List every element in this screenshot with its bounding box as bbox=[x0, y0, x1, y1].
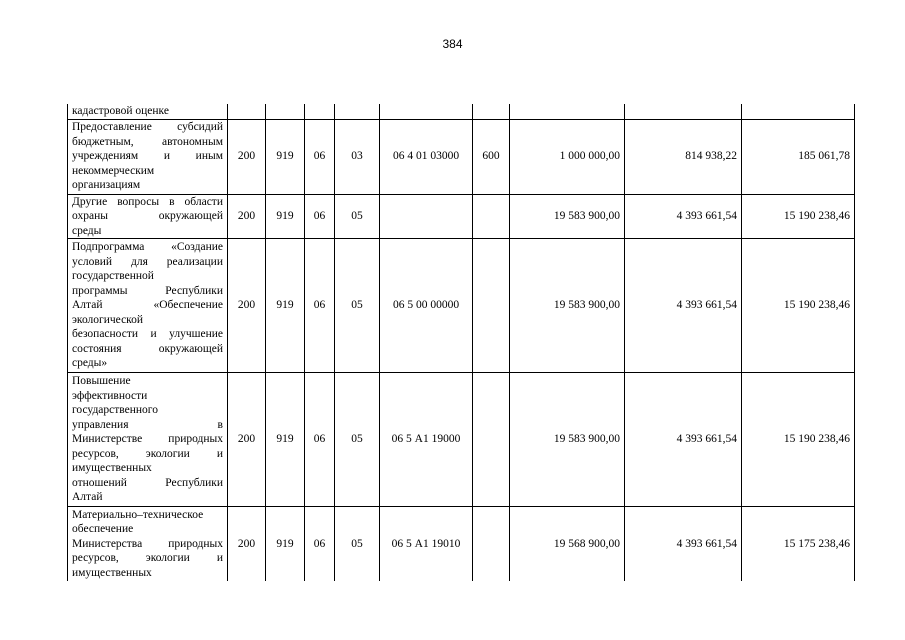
ved-code-cell bbox=[266, 104, 305, 119]
expense-type-cell bbox=[473, 239, 510, 373]
planned-amount-cell: 19 583 900,00 bbox=[510, 373, 625, 507]
ved-code-cell: 919 bbox=[266, 194, 305, 239]
item-name-line: государственного bbox=[72, 404, 158, 417]
section-cell: 06 bbox=[305, 239, 335, 373]
item-name-cell bbox=[68, 119, 228, 194]
subsection-cell: 05 bbox=[335, 239, 380, 373]
page-number: 384 bbox=[442, 37, 463, 51]
item-name-line: управления в bbox=[72, 418, 223, 431]
item-name-line: Алтай bbox=[72, 491, 103, 504]
item-name-line: имущественных bbox=[72, 462, 152, 475]
adm-code-cell: 200 bbox=[228, 507, 266, 581]
target-article-cell: 06 4 01 03000 bbox=[380, 119, 473, 194]
item-name-line: некоммерческим bbox=[72, 164, 155, 177]
item-name-line: государственной bbox=[72, 270, 154, 283]
executed-amount-cell: 4 393 661,54 bbox=[625, 373, 742, 507]
expense-type-cell bbox=[473, 507, 510, 581]
ved-code-cell: 919 bbox=[266, 507, 305, 581]
item-name-line: среды bbox=[72, 224, 102, 237]
subsection-cell bbox=[335, 104, 380, 119]
item-name-line: организациям bbox=[72, 179, 141, 192]
item-name-line: обеспечение bbox=[72, 523, 134, 535]
item-name-line: Алтай «Обеспечение bbox=[72, 299, 223, 312]
planned-amount-cell bbox=[510, 104, 625, 119]
item-name-line: программы Республики bbox=[72, 284, 223, 297]
budget-table bbox=[67, 104, 855, 581]
ved-code-cell: 919 bbox=[266, 239, 305, 373]
item-name-line: Министерства природных bbox=[72, 537, 223, 550]
table-row bbox=[68, 104, 855, 119]
section-cell: 06 bbox=[305, 373, 335, 507]
item-name-line: Министерстве природных bbox=[72, 433, 223, 446]
item-name-line: среды» bbox=[72, 357, 108, 370]
item-name-line: кадастровой оценке bbox=[72, 105, 169, 117]
item-name-cell bbox=[68, 239, 228, 373]
item-name-cell bbox=[68, 104, 228, 119]
subsection-cell: 05 bbox=[335, 194, 380, 239]
remaining-amount-cell: 15 190 238,46 bbox=[742, 373, 855, 507]
item-name-cell bbox=[68, 373, 228, 507]
item-name-line: условий для реализации bbox=[72, 255, 223, 268]
expense-type-cell bbox=[473, 104, 510, 119]
item-name-cell bbox=[68, 194, 228, 239]
table-row bbox=[68, 239, 855, 373]
target-article-cell bbox=[380, 104, 473, 119]
target-article-cell: 06 5 А1 19000 bbox=[380, 373, 473, 507]
item-name-line: Повышение bbox=[72, 375, 131, 388]
table-row bbox=[68, 373, 855, 507]
remaining-amount-cell: 185 061,78 bbox=[742, 119, 855, 194]
adm-code-cell: 200 bbox=[228, 194, 266, 239]
subsection-cell: 05 bbox=[335, 507, 380, 581]
target-article-cell bbox=[380, 194, 473, 239]
ved-code-cell: 919 bbox=[266, 119, 305, 194]
target-article-cell: 06 5 А1 19010 bbox=[380, 507, 473, 581]
section-cell bbox=[305, 104, 335, 119]
subsection-cell: 05 bbox=[335, 373, 380, 507]
planned-amount-cell: 19 583 900,00 bbox=[510, 239, 625, 373]
item-name-line: экологической bbox=[72, 313, 144, 326]
item-name-line: отношений Республики bbox=[72, 476, 223, 489]
executed-amount-cell: 4 393 661,54 bbox=[625, 239, 742, 373]
item-name-line: Подпрограмма «Создание bbox=[72, 241, 223, 254]
item-name-line: безопасности и улучшение bbox=[72, 328, 223, 341]
table-row bbox=[68, 194, 855, 239]
section-cell: 06 bbox=[305, 507, 335, 581]
adm-code-cell: 200 bbox=[228, 119, 266, 194]
planned-amount-cell: 19 583 900,00 bbox=[510, 194, 625, 239]
ved-code-cell: 919 bbox=[266, 373, 305, 507]
table-row bbox=[68, 507, 855, 581]
adm-code-cell bbox=[228, 104, 266, 119]
planned-amount-cell: 19 568 900,00 bbox=[510, 507, 625, 581]
section-cell: 06 bbox=[305, 119, 335, 194]
item-name-line: Предоставление субсидий bbox=[72, 121, 223, 134]
item-name-line: эффективности bbox=[72, 389, 148, 402]
item-name-line: Материально–техническое bbox=[72, 508, 204, 521]
remaining-amount-cell: 15 190 238,46 bbox=[742, 239, 855, 373]
item-name-cell bbox=[68, 507, 228, 581]
table-row bbox=[68, 119, 855, 194]
adm-code-cell: 200 bbox=[228, 239, 266, 373]
adm-code-cell: 200 bbox=[228, 373, 266, 507]
section-cell: 06 bbox=[305, 194, 335, 239]
remaining-amount-cell: 15 175 238,46 bbox=[742, 507, 855, 581]
expense-type-cell: 600 bbox=[473, 119, 510, 194]
executed-amount-cell: 4 393 661,54 bbox=[625, 194, 742, 239]
item-name-line: ресурсов, экологии и bbox=[72, 447, 223, 460]
item-name-line: бюджетным, автономным bbox=[72, 135, 223, 148]
item-name-line: имущественных bbox=[72, 566, 152, 579]
planned-amount-cell: 1 000 000,00 bbox=[510, 119, 625, 194]
subsection-cell: 03 bbox=[335, 119, 380, 194]
executed-amount-cell bbox=[625, 104, 742, 119]
item-name-line: ресурсов, экологии и bbox=[72, 552, 223, 564]
item-name-line: охраны окружающей bbox=[72, 210, 223, 222]
remaining-amount-cell bbox=[742, 104, 855, 119]
item-name-line: состояния окружающей bbox=[72, 342, 223, 355]
item-name-line: учреждениям и иным bbox=[72, 150, 223, 163]
executed-amount-cell: 814 938,22 bbox=[625, 119, 742, 194]
expense-type-cell bbox=[473, 373, 510, 507]
expense-type-cell bbox=[473, 194, 510, 239]
remaining-amount-cell: 15 190 238,46 bbox=[742, 194, 855, 239]
item-name-line: Другие вопросы в области bbox=[72, 195, 223, 208]
target-article-cell: 06 5 00 00000 bbox=[380, 239, 473, 373]
executed-amount-cell: 4 393 661,54 bbox=[625, 507, 742, 581]
